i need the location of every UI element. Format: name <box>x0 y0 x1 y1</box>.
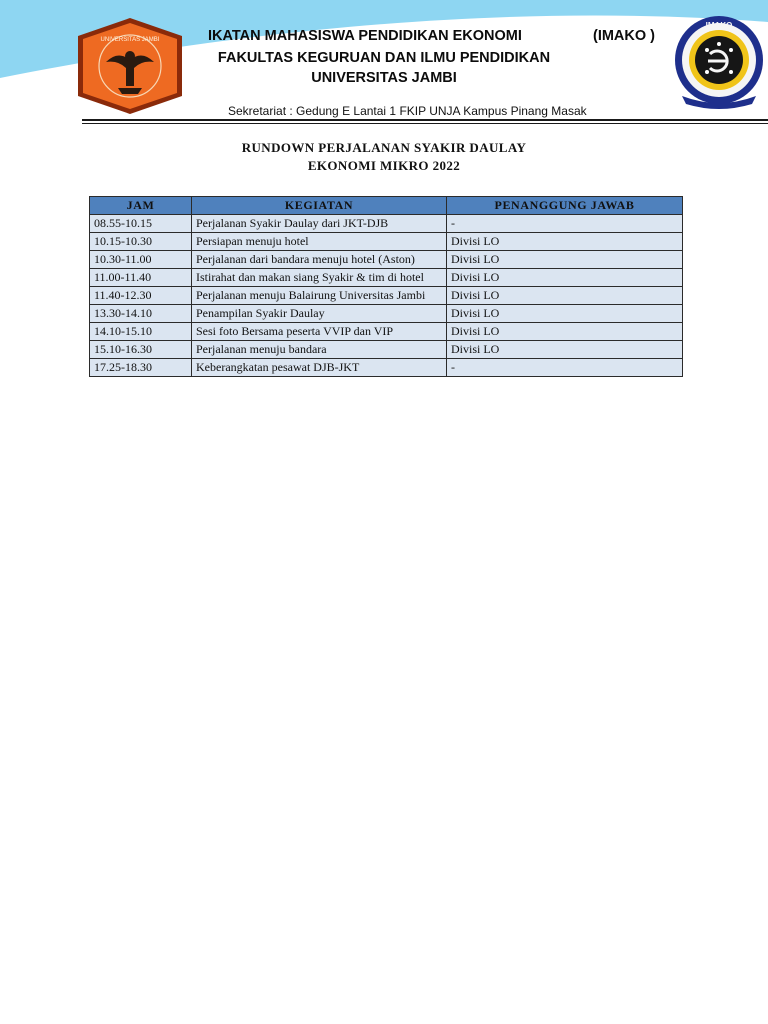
university-name: UNIVERSITAS JAMBI <box>311 70 457 86</box>
table-row <box>90 359 683 377</box>
activity-cell: Persiapan menuju hotel <box>192 233 447 251</box>
pic-cell: Divisi LO <box>447 287 683 305</box>
document-title: RUNDOWN PERJALANAN SYAKIR DAULAY <box>241 140 527 155</box>
activity-cell: Perjalanan menuju Balairung Universitas Jambi <box>192 287 447 305</box>
organization-abbreviation: (IMAKO ) <box>593 28 656 44</box>
time-cell: 10.15-10.30 <box>90 233 192 251</box>
column-header-jam: JAM <box>90 197 192 215</box>
activity-cell: Perjalanan Syakir Daulay dari JKT-DJB <box>192 215 447 233</box>
time-cell: 14.10-15.10 <box>90 323 192 341</box>
time-cell: 11.40-12.30 <box>90 287 192 305</box>
pic-cell: Divisi LO <box>447 305 683 323</box>
activity-cell: Perjalanan dari bandara menuju hotel (Aston) <box>192 251 447 269</box>
table-row <box>90 215 683 233</box>
pic-cell: Divisi LO <box>447 323 683 341</box>
right-logo-text: IMAKO <box>705 21 733 30</box>
faculty-name: FAKULTAS KEGURUAN DAN ILMU PENDIDIKAN <box>217 50 551 66</box>
left-logo-text: UNIVERSITAS JAMBI <box>100 37 160 43</box>
time-cell: 17.25-18.30 <box>90 359 192 377</box>
organization-name: IKATAN MAHASISWA PENDIDIKAN EKONOMI <box>208 28 522 44</box>
time-cell: 11.00-11.40 <box>90 269 192 287</box>
table-row <box>90 341 683 359</box>
document-subtitle: EKONOMI MIKRO 2022 <box>307 158 461 173</box>
activity-cell: Sesi foto Bersama peserta VVIP dan VIP <box>192 323 447 341</box>
pic-cell: - <box>447 215 683 233</box>
pic-cell: Divisi LO <box>447 269 683 287</box>
column-header-kegiatan: KEGIATAN <box>192 197 447 215</box>
table-row <box>90 305 683 323</box>
column-header-penanggung-jawab: PENANGGUNG JAWAB <box>447 197 683 215</box>
header-divider-thick <box>82 119 768 121</box>
table-row <box>90 269 683 287</box>
secretariat-address: Sekretariat : Gedung E Lantai 1 FKIP UNJA Kampus Pinang Masak <box>228 104 587 118</box>
time-cell: 08.55-10.15 <box>90 215 192 233</box>
pic-cell: - <box>447 359 683 377</box>
activity-cell: Penampilan Syakir Daulay <box>192 305 447 323</box>
pic-cell: Divisi LO <box>447 341 683 359</box>
time-cell: 10.30-11.00 <box>90 251 192 269</box>
pic-cell: Divisi LO <box>447 251 683 269</box>
pic-cell: Divisi LO <box>447 233 683 251</box>
activity-cell: Keberangkatan pesawat DJB-JKT <box>192 359 447 377</box>
table-row <box>90 251 683 269</box>
table-header-row <box>90 197 683 215</box>
table-row <box>90 233 683 251</box>
time-cell: 15.10-16.30 <box>90 341 192 359</box>
table-row <box>90 323 683 341</box>
time-cell: 13.30-14.10 <box>90 305 192 323</box>
universitas-jambi-logo <box>72 16 188 116</box>
table-row <box>90 287 683 305</box>
activity-cell: Istirahat dan makan siang Syakir & tim di hotel <box>192 269 447 287</box>
rundown-table <box>89 196 683 377</box>
activity-cell: Perjalanan menuju bandara <box>192 341 447 359</box>
header-divider-thin <box>82 123 768 124</box>
